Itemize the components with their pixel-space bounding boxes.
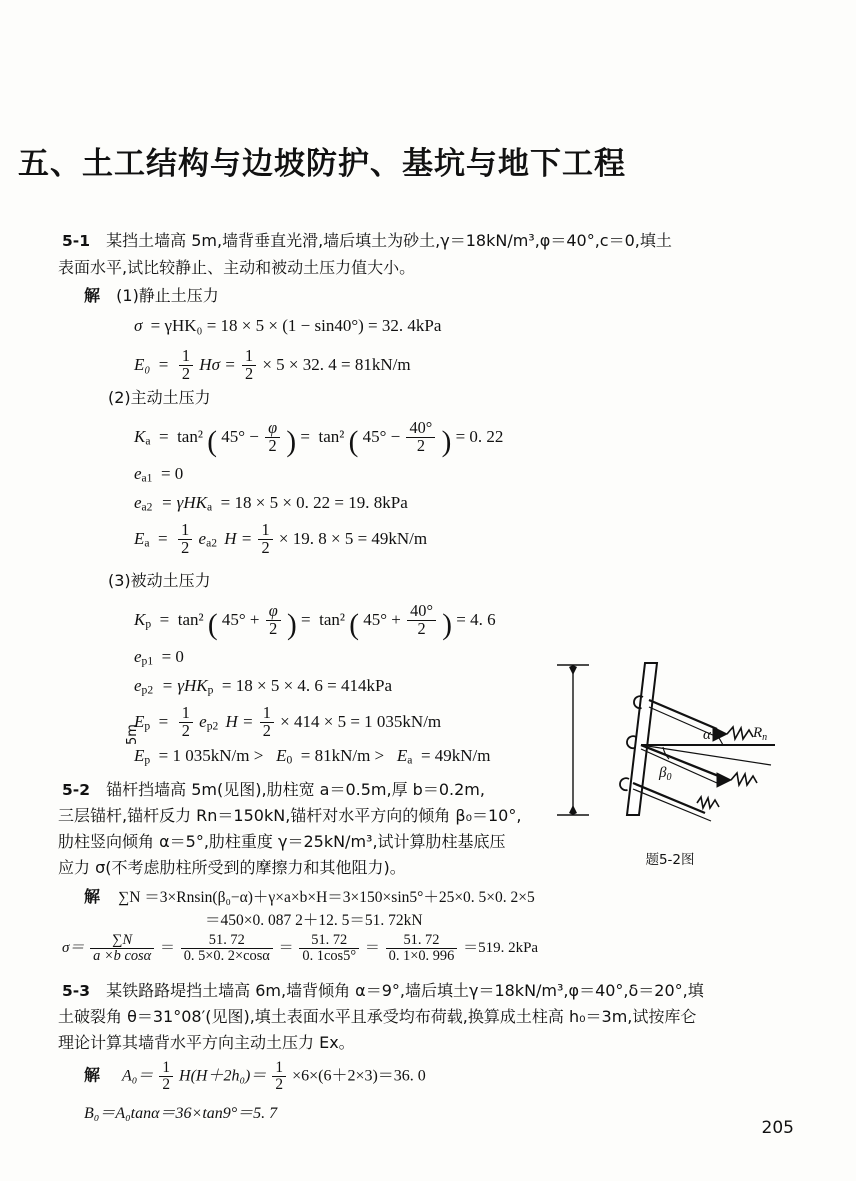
- fraction-half-a: [179, 348, 193, 382]
- eq-ep2-sub: p2: [141, 683, 154, 697]
- frac-den: 2: [181, 720, 190, 740]
- paren-close-2: ): [441, 425, 452, 458]
- eq-Ea-var: e: [198, 529, 207, 549]
- page-number: 205: [761, 1118, 794, 1138]
- eq-ea2-rhs: = γHK: [160, 493, 207, 512]
- eq-ep1-sub: p1: [141, 654, 154, 668]
- equation-sigma-0: [134, 315, 441, 337]
- eq-ea2-rhs-sub: a: [207, 500, 213, 514]
- frac-den: 2: [262, 720, 271, 740]
- paren-close-1: ): [286, 425, 297, 458]
- eq-Ep-tail: × 414 × 5 = 1 035kN/m: [280, 712, 442, 732]
- solution-label-5-2: 解: [84, 887, 101, 906]
- cmp-3-sub: a: [407, 753, 413, 767]
- problem-5-2-solution-row: [84, 884, 784, 911]
- equation-sigma-5-2: σ＝ $\frac{\sum N}{\text{a ×b cosα}}$ ＝ $\frac{51. 72}{0. 5\times 0. 2\times\cos\alpha}$ ＝ $\frac{51. 72}{0. 1\cos 5^\circ}$ ＝ $\frac{51. 72}{0. 1\times 0. 996}$ ＝519. 2kPa: [62, 932, 539, 964]
- eq-ep2-lhs: e: [134, 676, 142, 695]
- problem-5-2-line2: 三层锚杆,锚杆反力 Rn＝150kN,锚杆对水平方向的倾角 β₀＝10°,: [58, 806, 522, 825]
- eq-Ka-result: 0. 22: [469, 427, 504, 447]
- fraction-phi-2b: [266, 603, 281, 637]
- dimension-arrow-bottom: [569, 805, 577, 815]
- frac-den: 2: [162, 1075, 171, 1093]
- eq-ep2-rhs-sub: p: [207, 683, 214, 697]
- eq-A0-tail: ×6×(6＋2×3)＝36. 0: [292, 1067, 426, 1085]
- equation-A0-row: [84, 1060, 426, 1092]
- section-heading-active: (2)主动土压力: [108, 388, 211, 407]
- frac-den: 2: [261, 537, 270, 557]
- eq-Ka-sub: a: [145, 434, 151, 448]
- section-heading-passive: (3)被动土压力: [108, 571, 211, 590]
- section-heading-static: (1)静止土压力: [116, 286, 219, 305]
- equation-Kp: $K_p = \tan^2$ ( 45° + $\frac{\varphi}{2}$ ) = tan² ( 45° + $\frac{40^\circ}{2}$ ) = 4. 6: [134, 601, 496, 641]
- dimension-arrow-top: [569, 665, 577, 675]
- problem-5-3-line3: 理论计算其墙背水平方向主动土压力 Ex。: [58, 1033, 355, 1052]
- equation-Ep: $E_p$ = $\frac{1}{2}$ $e_{p2}$ H = $\frac{1}{2}$ × 414 × 5 = 1 035kN/m: [134, 703, 442, 740]
- anchor-grout-top: [727, 727, 753, 739]
- eq-Ka-angle1: 45° −: [221, 427, 259, 447]
- chapter-title: 五、土工结构与边坡防护、基坑与地下工程: [18, 146, 626, 182]
- frac-den: 2: [269, 618, 278, 638]
- paren-open-3: (: [207, 608, 218, 641]
- problem-5-2-number: 5-2: [62, 781, 91, 799]
- anchor-rod-bottom: [633, 783, 719, 821]
- eq-A0-lhs: A₀＝: [122, 1067, 154, 1085]
- label-beta: $\beta_0$: [659, 765, 672, 783]
- figure-dimension-label: 5m: [125, 724, 140, 745]
- anchor-grout-bottom: [697, 797, 719, 808]
- fraction-half-d: [258, 522, 272, 556]
- fraction-phi-2: [265, 420, 280, 454]
- fraction-40-2: [406, 420, 435, 454]
- eq-ea2-tail: = 18 × 5 × 0. 22 = 19. 8kPa: [220, 493, 408, 512]
- paren-close-4: ): [442, 608, 452, 641]
- eq-ea1-lhs: e: [134, 464, 142, 483]
- eq-sigma-expr: = γHK₀ = 18 × 5 × (1 − sin40°) = 32. 4kPa: [150, 316, 442, 335]
- equation-Ka: $K_a = \tan^2$ ( 45° − $\frac{\varphi}{2}$ ) = tan² ( 45° − $\frac{40^\circ}{2}$ ) = 0. 22: [134, 418, 504, 458]
- eq-Kp-angle2: 45° +: [363, 610, 401, 630]
- frac-num: φ: [266, 603, 281, 621]
- eq-Ea-lhs: E: [134, 529, 145, 549]
- equation-Ea: $E_a$ = $\frac{1}{2}$ $e_{a2}$ H = $\frac{1}{2}$ × 19. 8 × 5 = 49kN/m: [134, 520, 428, 557]
- problem-5-1-number: 5-1: [62, 232, 91, 250]
- eq-sumN-line1: ∑N ＝3×Rnsin(β₀−α)＋γ×a×b×H＝3×150×sin5°＋25×0. 5×0. 2×5: [118, 889, 535, 906]
- frac-num: 1: [272, 1060, 286, 1077]
- frac-den: 0. 1cos5°: [302, 947, 357, 964]
- frac-num: 40°: [407, 603, 436, 621]
- eq-Kp-sub: p: [145, 617, 152, 631]
- eq-ea1-sub: a1: [141, 471, 153, 485]
- equation-ea2: [134, 492, 408, 519]
- eq-Ep-lhs: E: [134, 712, 145, 732]
- fraction-half-c: [178, 522, 192, 556]
- cmp-2-sub: 0: [286, 753, 293, 767]
- eq-ep1-rhs: = 0: [161, 647, 184, 666]
- fraction-half-b: [242, 348, 256, 382]
- fraction-half-f: [260, 705, 274, 739]
- paren-open-2: (: [348, 425, 359, 458]
- problem-5-2-line3: 肋柱竖向倾角 α＝5°,肋柱重度 γ＝25kN/m³,试计算肋柱基底压: [58, 832, 506, 851]
- solution-label-5-3: 解: [84, 1065, 101, 1085]
- cmp-1-val: = 1 035kN/m >: [158, 746, 264, 765]
- eq-sumN-line2: ＝450×0. 087 2＋12. 5＝51. 72kN: [205, 912, 423, 929]
- paren-open-1: (: [207, 425, 217, 458]
- eq-ea1-rhs: = 0: [160, 464, 184, 483]
- anchor-head-middle: [717, 773, 731, 787]
- eq-Ea-tail: × 19. 8 × 5 = 49kN/m: [278, 529, 428, 549]
- problem-5-3-line2: 土破裂角 θ＝31°08′(见图),填土表面水平且承受均布荷载,换算成土柱高 h₀＝3m,试按库仑: [58, 1007, 697, 1026]
- anchor-rod-top: [649, 700, 753, 741]
- fraction-40-2b: [407, 603, 436, 637]
- eq-Ka-fn2: tan²: [318, 427, 345, 447]
- equation-B0: B₀＝A₀tanα＝36×tan9°＝5. 7: [84, 1105, 278, 1122]
- anchor-loop-bottom: [620, 778, 629, 790]
- eq-ep2-rhs: = γHK: [161, 676, 208, 695]
- frac-den: 2: [244, 363, 254, 383]
- problem-5-1-line1: 某挡土墙高 5m,墙背垂直光滑,墙后填土为砂土,γ＝18kN/m³,φ＝40°,c＝0,填土: [106, 231, 672, 250]
- paren-open-4: (: [349, 608, 359, 641]
- equation-ep2: [134, 675, 392, 702]
- fraction-5172-over-0996: [386, 933, 458, 963]
- frac-num: 1: [179, 348, 193, 366]
- eq-ea2-sub: a2: [141, 500, 153, 514]
- eq-Ka-fn: tan²: [177, 427, 203, 447]
- eq-A0-mid: H(H＋2h₀)＝: [179, 1067, 267, 1085]
- label-Rn: $R_n$: [753, 725, 768, 743]
- cmp-2-lhs: E: [276, 746, 287, 765]
- equation-E-0: E₀ = $\frac{1}{2}$ Hσ = $\frac{1}{2}$ × 5 × 32. 4 = 81kN/m: [134, 346, 411, 383]
- frac-num: 1: [159, 1060, 173, 1077]
- problem-5-3-number: 5-3: [62, 982, 91, 1000]
- fraction-5172-over-01cos5: [299, 933, 359, 963]
- eq-Ka-lhs: K: [134, 427, 146, 447]
- frac-num: 51. 72: [181, 933, 273, 949]
- frac-num: 40°: [406, 420, 435, 438]
- eq-E0-tail: × 5 × 32. 4 = 81kN/m: [262, 355, 411, 375]
- equation-ea1: [134, 463, 183, 490]
- fraction-sumN-over-abcos: [90, 933, 154, 963]
- eq-sigma-lhs: σ: [134, 316, 143, 335]
- frac-num: 51. 72: [386, 933, 458, 949]
- eq-Ep-sub: p: [144, 719, 151, 733]
- fraction-half-h: [272, 1060, 286, 1092]
- problem-5-3-line1: 某铁路路堤挡土墙高 6m,墙背倾角 α＝9°,墙后填土γ＝18kN/m³,φ＝40°,δ＝20°,填: [106, 981, 704, 1000]
- eq-Kp-result: 4. 6: [470, 610, 496, 630]
- eq-ea2-lhs: e: [134, 493, 142, 512]
- solution-label-5-1: 解: [84, 286, 101, 305]
- eq-Ep-var: e: [199, 712, 207, 732]
- problem-5-1-statement: [62, 228, 778, 254]
- frac-den: 0. 5×0. 2×cosα: [183, 947, 270, 964]
- frac-den: 2: [416, 435, 425, 455]
- page-content: [58, 0, 794, 1181]
- problem-5-2-statement: [62, 777, 554, 803]
- alpha-inclined-line: [641, 745, 771, 765]
- frac-num: 1: [179, 705, 193, 723]
- eq-Ea-varH: H =: [224, 529, 253, 549]
- frac-num: 1: [178, 522, 192, 540]
- frac-den: 2: [275, 1075, 284, 1093]
- problem-5-1-statement-line2: 表面水平,试比较静止、主动和被动土压力值大小。: [58, 258, 416, 277]
- eq-Ep-var-sub: p2: [206, 719, 219, 733]
- eq-Kp-angle1: 45° +: [221, 610, 260, 630]
- eq-ep1-lhs: e: [134, 647, 142, 666]
- frac-den: 2: [417, 618, 426, 638]
- eq-Ep-varH: H =: [225, 712, 254, 732]
- equation-comparison: [134, 745, 491, 772]
- eq-E0-mid: Hσ =: [199, 355, 236, 375]
- sigma-lhs-5-2: σ＝: [62, 940, 85, 957]
- frac-num: 1: [260, 705, 274, 723]
- cmp-3-lhs: E: [396, 746, 408, 765]
- frac-den: 0. 1×0. 996: [388, 947, 455, 964]
- eq-ep2-tail: = 18 × 5 × 4. 6 = 414kPa: [221, 676, 393, 695]
- eq-E0-lhs: E₀: [134, 355, 151, 375]
- frac-num: 1: [258, 522, 272, 540]
- frac-den: a ×b cosα: [93, 947, 152, 964]
- frac-den: 2: [181, 363, 191, 383]
- fraction-5172-over-05: [181, 933, 273, 963]
- cmp-1-lhs: E: [134, 746, 145, 765]
- anchor-grout-middle: [731, 773, 757, 785]
- cmp-1-sub: p: [144, 753, 151, 767]
- sigma-result-5-2: ＝519. 2kPa: [463, 940, 539, 957]
- eq-Ea-sub: a: [144, 536, 150, 550]
- frac-den: 2: [268, 435, 277, 455]
- paren-close-3: ): [287, 608, 297, 641]
- cmp-3-val: = 49kN/m: [420, 746, 491, 765]
- problem-5-2-line1: 锚杆挡墙高 5m(见图),肋柱宽 a＝0.5m,厚 b＝0.2m,: [106, 780, 485, 799]
- problem-5-1-solution-label-row: [84, 283, 219, 309]
- eq-Ka-angle2: 45° −: [362, 427, 401, 447]
- eq-Kp-lhs: K: [134, 610, 146, 630]
- dimension-line-group: [557, 665, 589, 815]
- eq-Ea-var-sub: a2: [206, 536, 217, 550]
- problem-5-2-line4: 应力 σ(不考虑肋柱所受到的摩擦力和其他阻力)。: [58, 858, 406, 877]
- fraction-half-e: [179, 705, 193, 739]
- frac-num: 1: [242, 348, 256, 366]
- eq-Kp-fn2: tan²: [319, 610, 345, 630]
- frac-num: ∑N: [90, 933, 154, 949]
- equation-ep1: [134, 646, 184, 673]
- frac-num: 51. 72: [299, 933, 359, 949]
- cmp-2-val: = 81kN/m >: [300, 746, 385, 765]
- problem-5-3-statement: [62, 978, 788, 1004]
- fraction-half-g: [159, 1060, 173, 1092]
- figure-caption: 题5-2图: [645, 852, 695, 868]
- label-alpha: α: [703, 727, 711, 743]
- frac-den: 2: [181, 537, 190, 557]
- frac-num: φ: [265, 420, 280, 438]
- eq-Kp-fn: tan²: [177, 610, 204, 630]
